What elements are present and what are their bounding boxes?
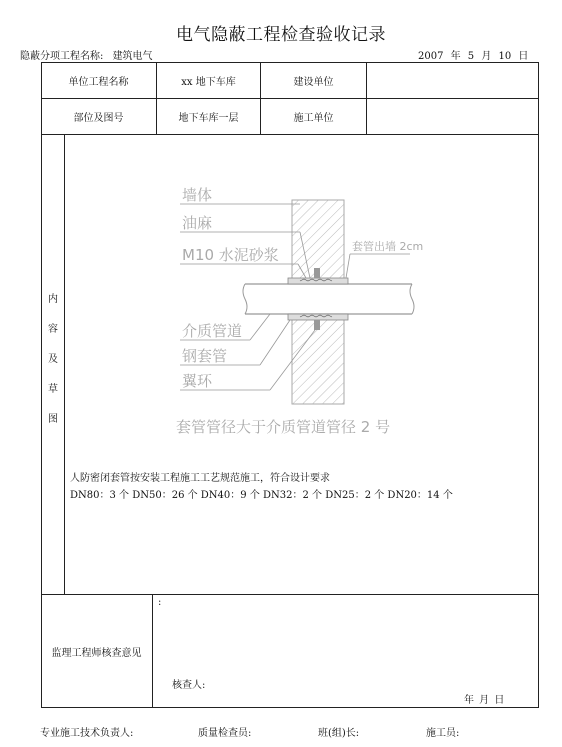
location-label: 部位及图号: [73, 112, 124, 124]
tech-lead-label: 专业施工技术负责人:: [40, 728, 134, 739]
constructor-value: [367, 98, 539, 134]
label-steel-sleeve: 钢套管: [182, 347, 228, 365]
pipe-break-left: [243, 284, 247, 314]
unit-project-value: xx 地下车库: [181, 76, 236, 88]
row-divider: [41, 134, 539, 135]
subitem-value: 建筑电气: [112, 51, 153, 62]
leader-medium-pipe-tip: [250, 314, 270, 340]
supervisor-opinion: :: [158, 597, 162, 608]
wall-lower: [292, 318, 344, 404]
pipe-break-right: [410, 284, 414, 314]
subitem-name: [20, 47, 153, 62]
unit-project-label: 单位工程名称: [68, 76, 129, 88]
content-line-2: DN80：3 个 DN50：26 个 DN40：9 个 DN32：2 个 DN25：2 个 DN20：14 个: [70, 490, 453, 501]
label-medium-pipe: 介质管道: [182, 322, 243, 340]
page-title: 电气隐蔽工程检查验收记录: [176, 25, 386, 45]
steel-sleeve-top: [288, 278, 348, 284]
col-divider: [152, 594, 153, 708]
leader-steel-sleeve-tip: [260, 320, 290, 365]
sleeve-sketch: [150, 180, 440, 445]
label-mortar: M10 水泥砂浆: [182, 246, 279, 264]
worker-label: 施工员:: [426, 728, 460, 739]
location-value: 地下车库一层: [178, 112, 239, 124]
supervisor-label: 监理工程师核查意见: [51, 647, 142, 659]
leader-sleeve-out-tip: [346, 254, 350, 278]
team-lead-label: 班(组)长:: [318, 728, 360, 739]
builder-value: [367, 62, 539, 98]
subitem-label: 隐蔽分项工程名称:: [20, 51, 104, 62]
steel-sleeve-bottom: [288, 314, 348, 320]
checker-label: 核查人:: [172, 680, 206, 691]
record-date: 2007 年 5 月 10 日: [418, 51, 529, 62]
supervisor-date: 年 月 日: [464, 695, 505, 706]
ring-bottom: [314, 320, 320, 330]
builder-label: 建设单位: [293, 76, 334, 88]
constructor-label: 施工单位: [293, 112, 334, 124]
content-label: 内 容 及 草 图: [48, 294, 58, 425]
content-line-1: 人防密闭套管按安装工程施工工艺规范施工，符合设计要求: [70, 473, 330, 484]
col-divider: [64, 134, 65, 594]
label-wall: 墙体: [182, 186, 213, 204]
label-ring: 翼环: [182, 372, 213, 390]
sketch-note: 套管管径大于介质管道管径 2 号: [176, 418, 391, 436]
ring-top: [314, 268, 320, 278]
label-oil-hemp: 油麻: [182, 214, 213, 232]
quality-inspector-label: 质量检查员:: [198, 728, 252, 739]
label-sleeve-out: 套管出墙 2cm: [352, 240, 424, 253]
